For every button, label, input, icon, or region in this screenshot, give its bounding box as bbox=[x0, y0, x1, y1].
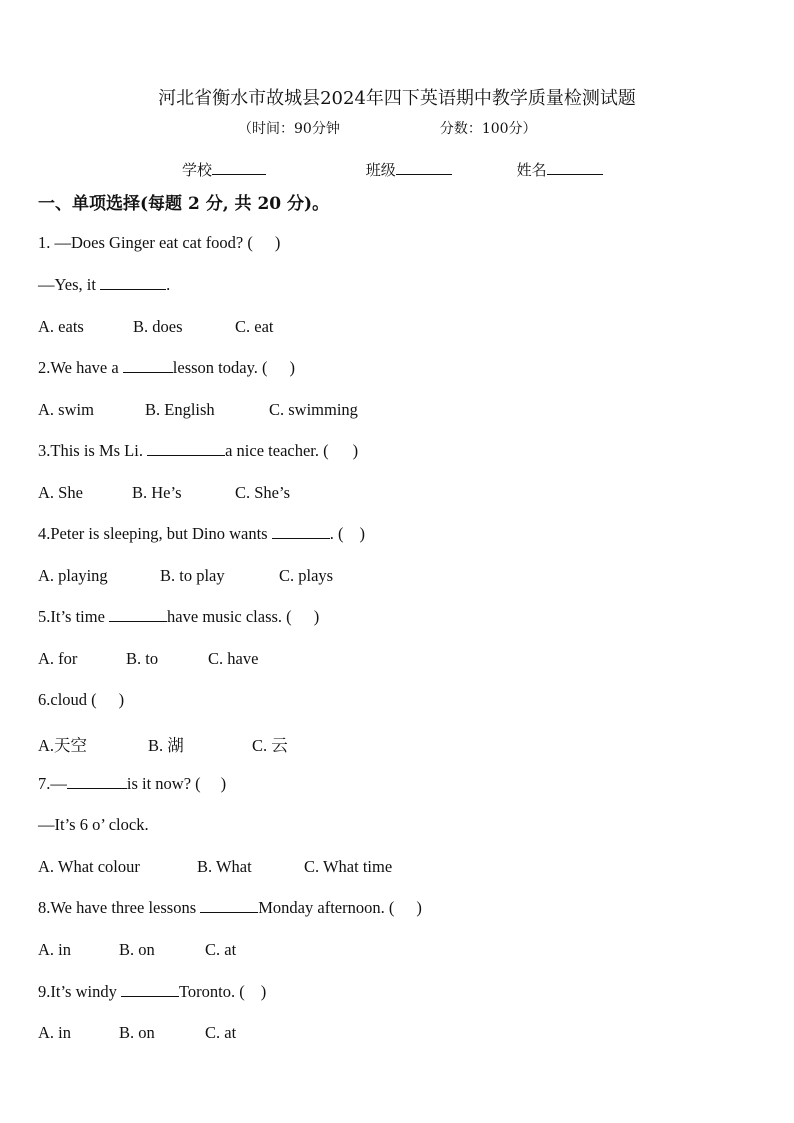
question-7-answer-line: —It’s 6 o’ clock. bbox=[38, 815, 149, 834]
option-b: B. to play bbox=[160, 566, 225, 585]
option-a: A. swim bbox=[38, 400, 94, 419]
answer-blank bbox=[272, 524, 330, 539]
question-2-options bbox=[38, 400, 358, 420]
option-c: C. at bbox=[205, 940, 237, 959]
question-6-options bbox=[38, 732, 288, 756]
school-label: 学校 bbox=[182, 161, 213, 179]
class-field bbox=[366, 159, 452, 180]
option-b: B. does bbox=[133, 317, 183, 336]
question-7-options bbox=[38, 857, 392, 877]
option-b: B. What bbox=[197, 857, 252, 876]
student-info bbox=[182, 159, 603, 180]
page-title: 河北省衡水市故城县2024年四下英语期中教学质量检测试题 bbox=[158, 88, 636, 109]
answer-blank bbox=[109, 607, 167, 622]
option-a: A. eats bbox=[38, 317, 84, 336]
option-c: C. at bbox=[205, 1023, 237, 1042]
option-c: C. She’s bbox=[235, 483, 291, 502]
school-field bbox=[182, 159, 266, 180]
option-c: C. eat bbox=[235, 317, 274, 336]
school-blank bbox=[212, 160, 266, 175]
answer-blank bbox=[67, 774, 127, 789]
option-b: B. to bbox=[126, 649, 159, 668]
time-limit: （时间：90分钟 bbox=[238, 121, 340, 137]
option-a: A. playing bbox=[38, 566, 108, 585]
answer-blank bbox=[123, 358, 173, 373]
question-5-stem: 5.It’s time have music class. ( ) bbox=[38, 607, 320, 626]
answer-blank bbox=[121, 982, 179, 997]
class-blank bbox=[396, 160, 452, 175]
question-8-stem: 8.We have three lessons Monday afternoon. ( ) bbox=[38, 898, 422, 917]
question-3-stem: 3.This is Ms Li. a nice teacher. ( ) bbox=[38, 441, 359, 460]
option-a: A. in bbox=[38, 940, 71, 959]
total-score: 分数：100分） bbox=[439, 121, 537, 137]
name-label: 姓名 bbox=[516, 161, 547, 179]
question-5-options bbox=[38, 649, 258, 669]
option-a: A. for bbox=[38, 649, 78, 668]
answer-blank bbox=[200, 898, 258, 913]
question-4-stem: 4.Peter is sleeping, but Dino wants . ( ) bbox=[38, 524, 365, 543]
option-c: C. What time bbox=[304, 857, 393, 876]
option-b: B. on bbox=[119, 940, 155, 959]
option-b: B. English bbox=[145, 400, 215, 419]
class-label: 班级 bbox=[365, 161, 396, 179]
exam-meta bbox=[238, 118, 537, 138]
question-1-answer-line: —Yes, it . bbox=[38, 275, 171, 294]
option-c: C. plays bbox=[279, 566, 334, 585]
question-9-options bbox=[38, 1023, 236, 1043]
section-heading: 一、单项选择(每题 2 分, 共 20 分)。 bbox=[38, 194, 330, 214]
question-1-stem: 1. —Does Ginger eat cat food? ( ) bbox=[38, 233, 281, 252]
question-1-options bbox=[38, 317, 274, 337]
answer-blank bbox=[147, 441, 225, 456]
option-a: A.天空 bbox=[38, 736, 88, 755]
option-c: C. 云 bbox=[252, 736, 288, 755]
question-7-stem: 7.— is it now? ( ) bbox=[38, 774, 227, 793]
option-a: A. She bbox=[38, 483, 83, 502]
option-b: B. 湖 bbox=[148, 736, 184, 755]
question-9-stem: 9.It’s windy Toronto. ( ) bbox=[38, 982, 267, 1001]
option-b: B. on bbox=[119, 1023, 155, 1042]
option-a: A. in bbox=[38, 1023, 71, 1042]
option-c: C. swimming bbox=[269, 400, 358, 419]
question-2-stem: 2.We have a lesson today. ( ) bbox=[38, 358, 296, 377]
name-blank bbox=[547, 160, 603, 175]
option-b: B. He’s bbox=[132, 483, 182, 502]
option-c: C. have bbox=[208, 649, 259, 668]
question-6-stem: 6.cloud ( ) bbox=[38, 690, 125, 709]
question-4-options bbox=[38, 566, 333, 586]
question-3-options bbox=[38, 483, 290, 503]
question-8-options bbox=[38, 940, 236, 960]
name-field bbox=[517, 159, 603, 180]
answer-blank bbox=[100, 275, 166, 290]
option-a: A. What colour bbox=[38, 857, 140, 876]
